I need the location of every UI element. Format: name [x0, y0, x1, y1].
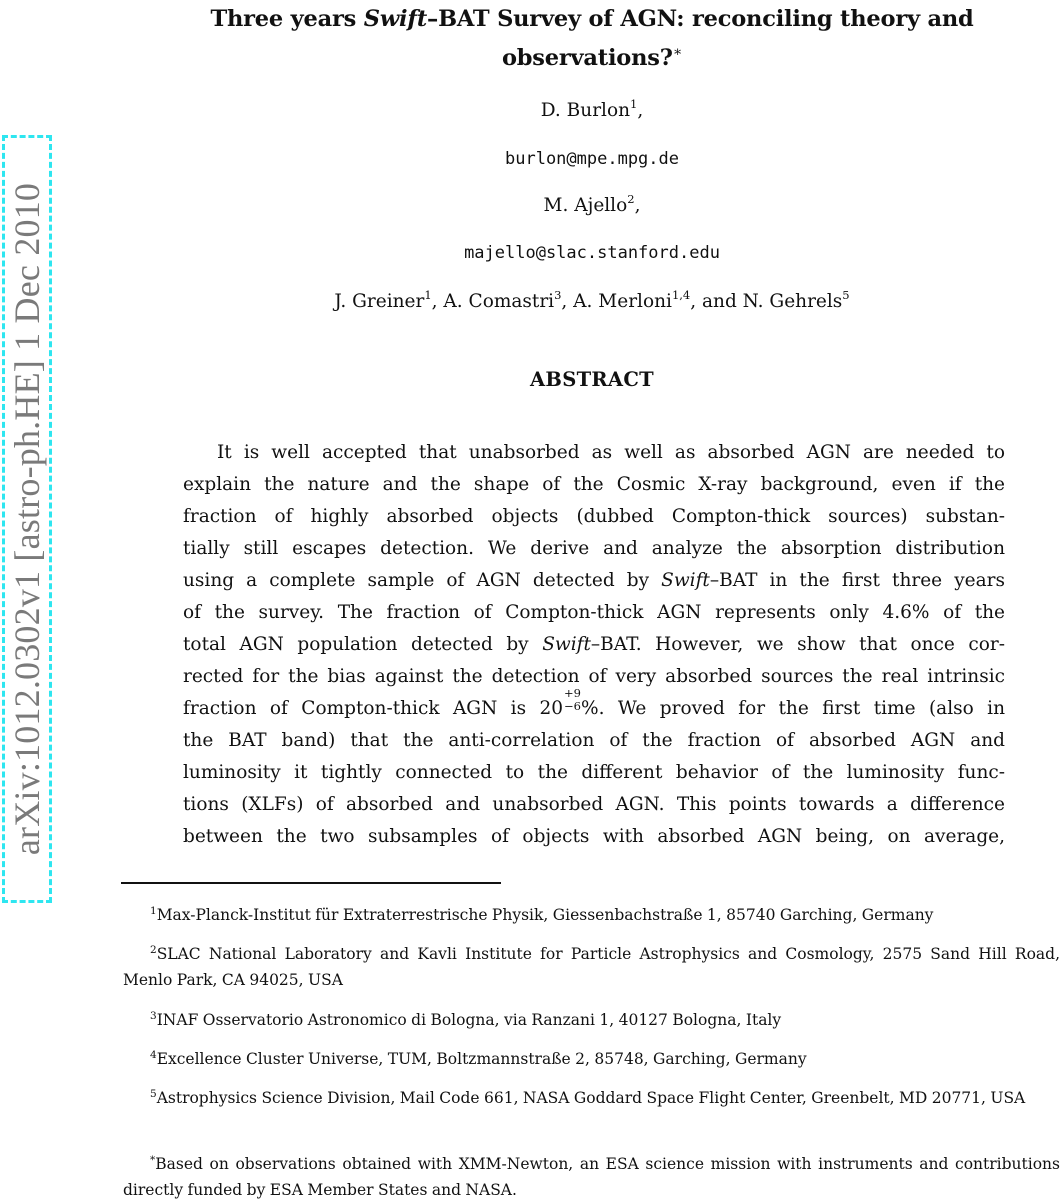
author-name: , and N. Gehrels — [690, 291, 843, 312]
coauthors-line — [120, 289, 1064, 315]
affiliation-mark[interactable]: 3 — [554, 288, 562, 302]
footnote-text: SLAC National Laboratory and Kavli Institute for Particle Astrophysics and Cosmology, 2575 Sand Hill Road, Menlo Park, CA 94025, USA — [123, 945, 1060, 989]
paper-title — [120, 0, 1064, 78]
title-middle: –BAT Survey of AGN: reconciling theory and — [427, 6, 974, 32]
footnote-2 — [123, 941, 1060, 993]
footnote-mark: * — [150, 1154, 156, 1166]
affiliation-mark[interactable]: 1 — [424, 288, 432, 302]
author-name: D. Burlon — [540, 100, 631, 121]
footnote-mark: 2 — [150, 944, 157, 956]
abstract-line: the BAT band) that the anti-correlation of the fraction of absorbed AGN and — [183, 730, 1005, 751]
footnote-text: Max-Planck-Institut für Extraterrestrische Physik, Giessenbachstraße 1, 85740 Garching, Germany — [156, 906, 934, 924]
footnote-text: Astrophysics Science Division, Mail Code 661, NASA Goddard Space Flight Center, Greenbelt, MD 20771, USA — [156, 1089, 1026, 1107]
author-name: , A. Comastri — [431, 291, 555, 312]
abstract-line: luminosity it tightly connected to the different behavior of the luminosity func- — [183, 762, 1005, 783]
affiliation-mark[interactable]: 1 — [630, 97, 638, 111]
abstract-line — [183, 629, 1005, 661]
arxiv-identifier[interactable]: arXiv:1012.0302v1 [astro-ph.HE] 1 Dec 2010 — [7, 182, 47, 856]
footnote-mark: 3 — [150, 1010, 157, 1022]
author-separator: , — [637, 100, 644, 121]
affiliation-mark[interactable]: 2 — [627, 192, 635, 206]
abstract-heading: ABSTRACT — [530, 368, 654, 391]
abstract-line: It is well accepted that unabsorbed as well as absorbed AGN are needed to — [217, 442, 1005, 463]
footnote-rule — [121, 882, 501, 884]
footnote-4 — [123, 1046, 1060, 1072]
upper-error: +9 — [564, 686, 581, 700]
abstract-text: –BAT. However, we show that once cor- — [590, 634, 1005, 655]
author-name: M. Ajello — [543, 195, 628, 216]
abstract-text: total AGN population detected by — [183, 634, 543, 655]
footnote-text: Excellence Cluster Universe, TUM, Boltzmannstraße 2, 85748, Garching, Germany — [156, 1050, 807, 1068]
error-bounds — [563, 686, 581, 716]
affiliation-mark[interactable]: 1,4 — [671, 288, 691, 302]
author-burlon — [120, 98, 1064, 124]
abstract-line: tially still escapes detection. We derive and analyze the absorption distribution — [183, 538, 1005, 559]
abstract-text: fraction of Compton-thick AGN is 20 — [183, 698, 564, 719]
footnote-mark: 4 — [150, 1049, 157, 1061]
title-line2: observations? — [501, 45, 673, 71]
footnote-mark: 1 — [150, 905, 157, 917]
footnote-text: Based on observations obtained with XMM-Newton, an ESA science mission with instruments and contributions directly funded by ESA Member States and NASA. — [123, 1155, 1060, 1199]
affiliation-mark[interactable]: 5 — [842, 288, 850, 302]
lower-error: −6 — [564, 699, 581, 713]
abstract-line: tions (XLFs) of absorbed and unabsorbed AGN. This points towards a difference — [183, 794, 1005, 815]
abstract-text: %. We proved for the first time (also in — [581, 698, 1005, 719]
footnote-text: INAF Osservatorio Astronomico di Bologna, via Ranzani 1, 40127 Bologna, Italy — [156, 1011, 782, 1029]
abstract-italic: Swift — [542, 634, 591, 655]
abstract-line: fraction of highly absorbed objects (dubbed Compton-thick sources) substan- — [183, 506, 1005, 527]
author-separator: , — [634, 195, 641, 216]
abstract-text: using a complete sample of AGN detected by — [183, 570, 662, 591]
abstract-line: between the two subsamples of objects with absorbed AGN being, on average, — [183, 826, 1005, 847]
footnote-star — [123, 1151, 1060, 1203]
footnote-5 — [123, 1085, 1060, 1111]
author-ajello — [120, 193, 1064, 219]
title-footnote-mark[interactable]: ∗ — [672, 44, 683, 60]
author-name: J. Greiner — [334, 291, 425, 312]
abstract-line — [183, 686, 1005, 725]
title-swift: Swift — [363, 6, 428, 32]
footnote-mark: 5 — [150, 1088, 157, 1100]
email-ajello[interactable]: majello@slac.stanford.edu — [464, 243, 720, 263]
footnote-3 — [123, 1007, 1060, 1033]
abstract-line — [183, 565, 1005, 597]
footnote-1 — [123, 902, 1060, 928]
abstract-line: explain the nature and the shape of the Cosmic X-ray background, even if the — [183, 474, 1005, 495]
abstract-line: of the survey. The fraction of Compton-thick AGN represents only 4.6% of the — [183, 602, 1005, 623]
author-name: , A. Merloni — [561, 291, 672, 312]
abstract-text: –BAT in the first three years — [709, 570, 1005, 591]
title-prefix: Three years — [210, 6, 364, 32]
email-burlon[interactable]: burlon@mpe.mpg.de — [505, 149, 679, 169]
abstract-line: rected for the bias against the detection of very absorbed sources the real intrinsic — [183, 666, 1005, 687]
abstract-italic: Swift — [661, 570, 710, 591]
